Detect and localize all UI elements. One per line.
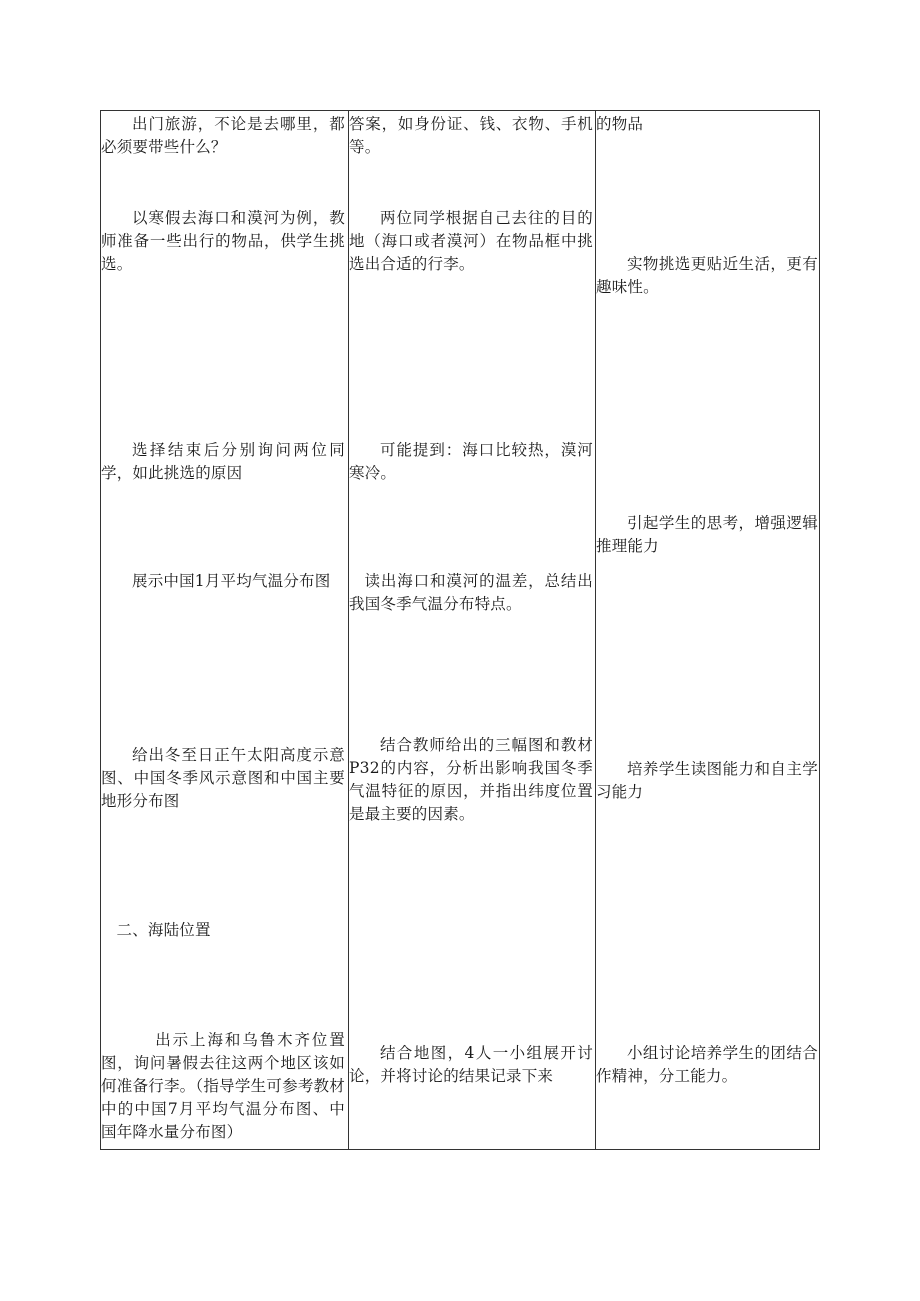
section-heading: 二、海陆位置: [116, 921, 211, 939]
cell-text: 可能提到：海口比较热，漠河寒冷。: [349, 441, 593, 482]
student-activity-cell: [349, 734, 593, 826]
student-activity-cell: [349, 113, 593, 159]
lesson-plan-table: [100, 110, 820, 1150]
student-activity-cell: [349, 570, 593, 616]
cell-text: 展示中国1月平均气温分布图: [132, 572, 331, 590]
student-activity-cell: [349, 1042, 593, 1088]
cell-text: 读出海口和漠河的温差，总结出我国冬季气温分布特点。: [349, 572, 593, 613]
cell-text: 培养学生读图能力和自主学习能力: [596, 760, 818, 801]
teacher-activity-cell: [101, 1029, 345, 1144]
cell-text: 结合教师给出的三幅图和教材P32的内容，分析出影响我国冬季气温特征的原因，并指出纬度位置是最主要的因素。: [349, 736, 593, 823]
cell-text: 小组讨论培养学生的团结合作精神，分工能力。: [596, 1044, 818, 1085]
cell-text: 以寒假去海口和漠河为例，教师准备一些出行的物品，供学生挑选。: [101, 209, 345, 273]
cell-text: 答案，如身份证、钱、衣物、手机等。: [349, 115, 593, 156]
cell-text: 结合地图，4人一小组展开讨论，并将讨论的结果记录下来: [349, 1044, 593, 1085]
cell-text: 实物挑选更贴近生活，更有趣味性。: [596, 255, 818, 296]
cell-text: 的物品: [596, 115, 644, 133]
teacher-activity-cell: [101, 113, 345, 159]
teacher-activity-cell: [101, 439, 345, 485]
design-purpose-cell: [596, 253, 818, 299]
design-purpose-cell: [596, 1042, 818, 1088]
teacher-activity-cell: [101, 570, 345, 593]
student-activity-cell: [349, 207, 593, 276]
section-heading-cell: [101, 919, 345, 942]
design-purpose-cell: [596, 758, 818, 804]
student-activity-cell: [349, 439, 593, 485]
cell-text: 两位同学根据自己去往的目的地（海口或者漠河）在物品框中挑选出合适的行李。: [349, 209, 593, 273]
design-purpose-cell: [596, 113, 818, 136]
cell-text: 选择结束后分别询问两位同学，如此挑选的原因: [101, 441, 345, 482]
teacher-activity-cell: [101, 207, 345, 276]
cell-text: 出门旅游，不论是去哪里，都必须要带些什么？: [101, 115, 345, 156]
design-purpose-cell: [596, 512, 818, 558]
cell-text: 引起学生的思考，增强逻辑推理能力: [596, 514, 818, 555]
cell-text: 出示上海和乌鲁木齐位置图，询问暑假去往这两个地区该如何准备行李。（指导学生可参考教材中的中国7月平均气温分布图、中国年降水量分布图）: [101, 1031, 345, 1141]
teacher-activity-cell: [101, 744, 345, 813]
cell-text: 给出冬至日正午太阳高度示意图、中国冬季风示意图和中国主要地形分布图: [101, 746, 345, 810]
